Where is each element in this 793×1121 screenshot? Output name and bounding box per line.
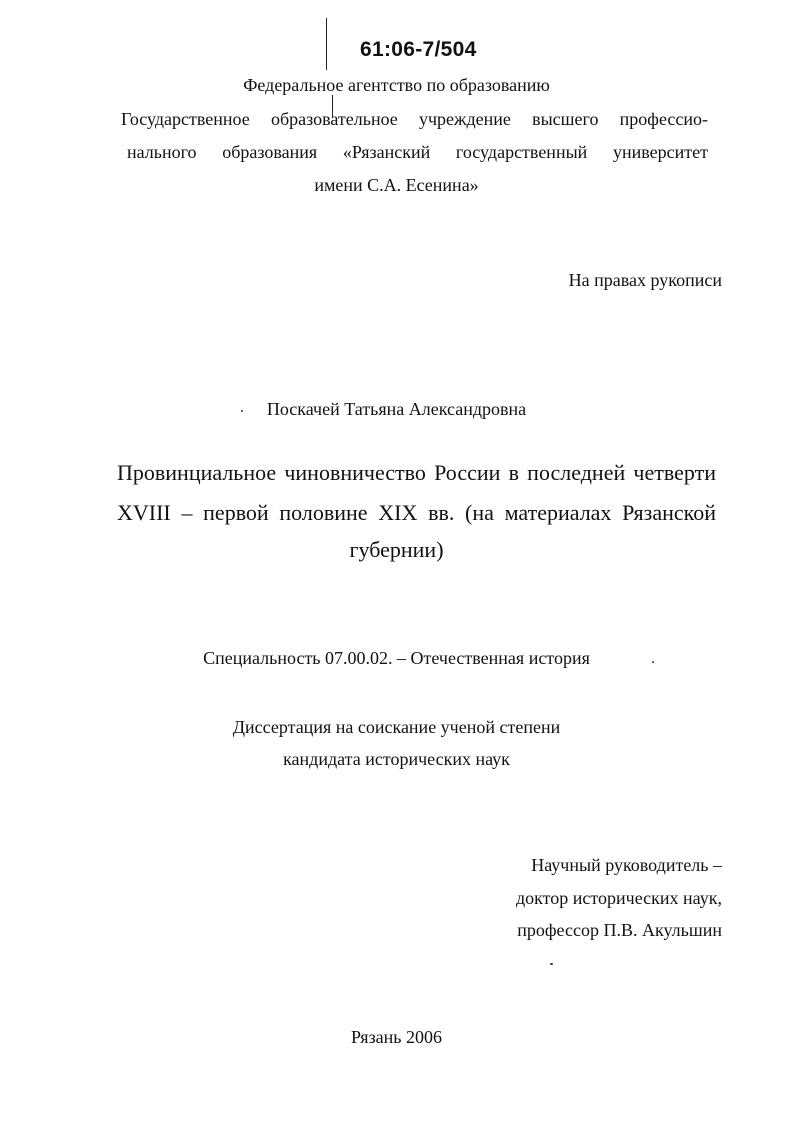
thesis-title-line-1: Провинциальное чиновничество России в последней четверти (117, 460, 716, 485)
advisor-role: Научный руководитель – (531, 855, 722, 875)
institution-line-1: Государственное образовательное учреждение высшего профессио- (121, 109, 708, 129)
advisor-name: профессор П.В. Акульшин (517, 920, 722, 940)
thesis-title-line-2: XVIII – первой половине XIX вв. (на материалах Рязанской (117, 500, 716, 525)
agency-name: Федеральное агентство по образованию (243, 75, 550, 95)
scan-artifact-line (326, 18, 327, 70)
institution-line-2: нального образования «Рязанский государственный университет (127, 142, 708, 162)
institution-line-3: имени С.А. Есенина» (314, 175, 479, 195)
city-year: Рязань 2006 (350, 1027, 443, 1047)
author-name: Поскачей Татьяна Александровна (266, 399, 527, 419)
library-code: 61:06-7/504 (360, 38, 477, 61)
scan-artifact-speck (550, 963, 553, 965)
specialty: Специальность 07.00.02. – Отечественная история (203, 648, 590, 668)
advisor-degree: доктор исторических наук, (516, 888, 722, 908)
degree-line-2: кандидата исторических наук (283, 749, 510, 769)
manuscript-note: На правах рукописи (568, 270, 722, 290)
degree-line-1: Диссертация на соискание ученой степени (232, 717, 561, 737)
thesis-title-line-3: губернии) (349, 537, 444, 562)
